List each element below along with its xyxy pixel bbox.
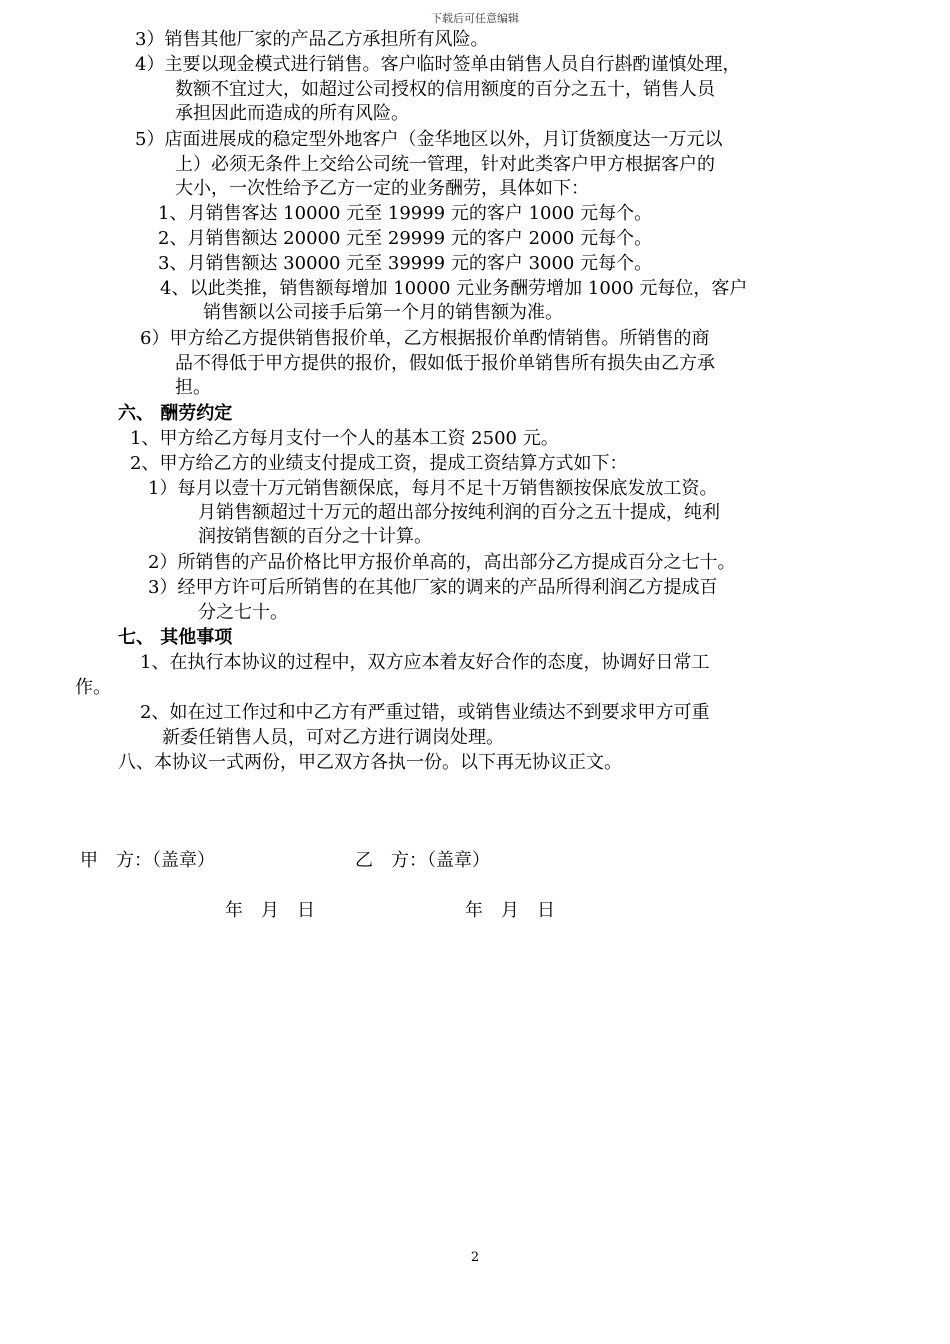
- clause-4: 4）主要以现金模式进行销售。客户临时签单由销售人员自行斟酌谨慎处理，: [135, 54, 741, 75]
- section-heading-6: 六、 酬劳约定: [118, 403, 233, 424]
- clause-5-cont: 大小，一次性给予乙方一定的业务酬劳，具体如下：: [175, 178, 589, 199]
- other-item-1-cont: 作。: [75, 677, 111, 698]
- reward-item-3: 3、月销售额达 30000 元至 39999 元的客户 3000 元每个。: [158, 253, 653, 274]
- clause-6-cont: 担。: [175, 377, 211, 398]
- reward-item-1: 1、月销售客达 10000 元至 19999 元的客户 1000 元每个。: [158, 203, 653, 224]
- clause-6-cont: 品不得低于甲方提供的报价，假如低于报价单销售所有损失由乙方承: [175, 353, 715, 374]
- other-item-2: 2、如在过工作过和中乙方有严重过错，或销售业绩达不到要求甲方可重: [140, 702, 710, 723]
- commission-1-cont: 润按销售额的百分之十计算。: [198, 526, 432, 547]
- commission-1-cont: 月销售额超过十万元的超出部分按纯利润的百分之五十提成，纯利: [198, 502, 720, 523]
- clause-3: 3）销售其他厂家的产品乙方承担所有风险。: [135, 29, 489, 50]
- clause-5-cont: 上）必须无条件上交给公司统一管理，针对此类客户甲方根据客户的: [175, 154, 715, 175]
- party-a-date: 年 月 日: [225, 900, 315, 921]
- clause-6: 6）甲方给乙方提供销售报价单，乙方根据报价单酌情销售。所销售的商: [140, 328, 710, 349]
- pay-item-1: 1、甲方给乙方每月支付一个人的基本工资 2500 元。: [130, 428, 559, 449]
- clause-5: 5）店面进展成的稳定型外地客户（金华地区以外，月订货额度达一万元以: [135, 129, 723, 150]
- other-item-2-cont: 新委任销售人员，可对乙方进行调岗处理。: [162, 727, 504, 748]
- commission-3-cont: 分之七十。: [198, 602, 288, 623]
- other-item-1: 1、在执行本协议的过程中，双方应本着友好合作的态度，协调好日常工: [140, 652, 710, 673]
- reward-item-4: 4、以此类推，销售额每增加 10000 元业务酬劳增加 1000 元每位，客户: [160, 278, 748, 299]
- party-a-seal: 甲 方：（盖章）: [80, 850, 215, 871]
- clause-4-cont: 承担因此而造成的所有风险。: [175, 103, 409, 124]
- section-heading-7: 七、 其他事项: [118, 627, 233, 648]
- commission-2: 2）所销售的产品价格比甲方报价单高的，高出部分乙方提成百分之七十。: [148, 552, 736, 573]
- party-b-seal: 乙 方：（盖章）: [355, 850, 490, 871]
- reward-item-2: 2、月销售额达 20000 元至 29999 元的客户 2000 元每个。: [158, 228, 653, 249]
- reward-item-4-cont: 销售额以公司接手后第一个月的销售额为准。: [203, 302, 563, 323]
- section-8: 八、本协议一式两份，甲乙双方各执一份。以下再无协议正文。: [118, 752, 622, 773]
- clause-4-cont: 数额不宜过大，如超过公司授权的信用额度的百分之五十，销售人员: [175, 79, 715, 100]
- header-note: 下载后可任意编辑: [431, 12, 519, 25]
- commission-3: 3）经甲方许可后所销售的在其他厂家的调来的产品所得利润乙方提成百: [148, 577, 718, 598]
- commission-1: 1）每月以壹十万元销售额保底，每月不足十万销售额按保底发放工资。: [148, 478, 718, 499]
- party-b-date: 年 月 日: [465, 900, 555, 921]
- page-number: 2: [470, 1250, 480, 1265]
- pay-item-2: 2、甲方给乙方的业绩支付提成工资，提成工资结算方式如下：: [130, 453, 628, 474]
